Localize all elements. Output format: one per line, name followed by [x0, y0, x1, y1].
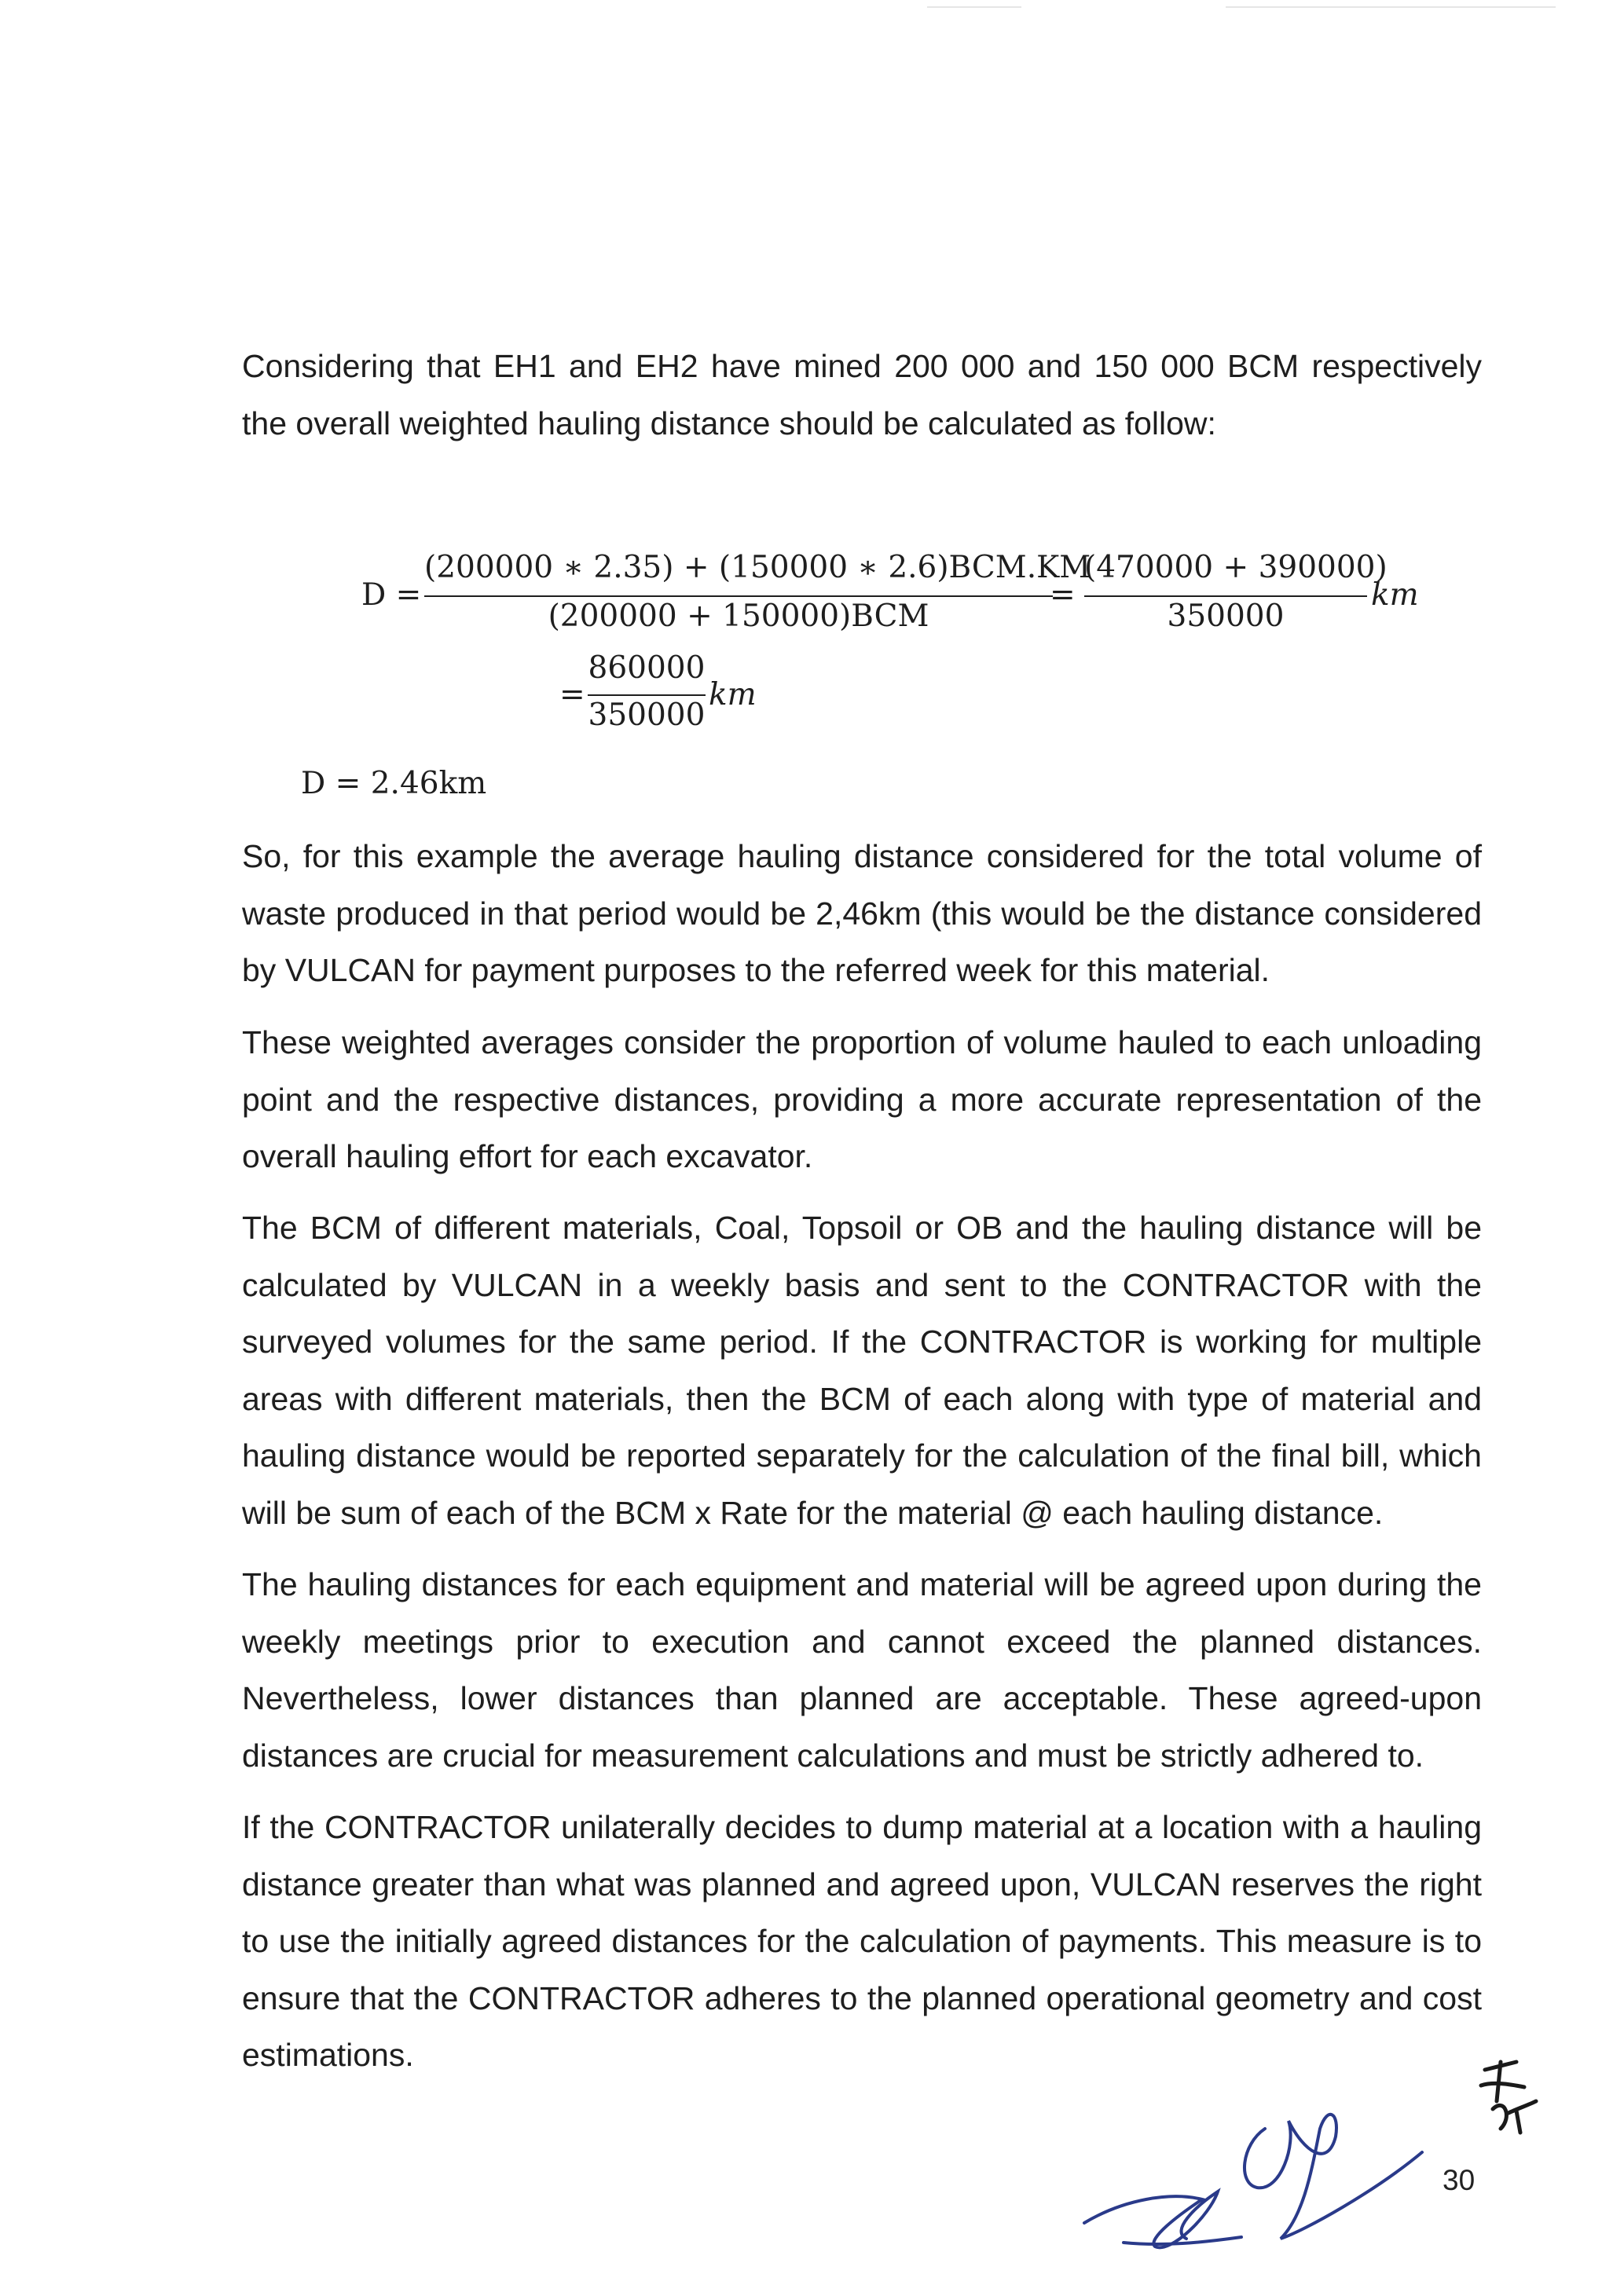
fraction3-denominator: 350000 [588, 698, 706, 733]
paragraph-example: So, for this example the average hauling distance considered for the total volume of waste produced in that period would be 2,46km (this would be the distance considered by VULCAN for payment purposes to the referred week for this material. [242, 838, 1482, 988]
unit-km: km [709, 677, 757, 712]
paragraph-bcm-materials: The BCM of different materials, Coal, Topsoil or OB and the hauling distance will be calculated by VULCAN in a weekly basis and sent to the CONTRACTOR with the surveyed volumes for the same period. If the CONTRACTOR is working for multiple areas with different materials, then the BCM of each along with type of material and hauling distance would be reported separately for the calculation of the final bill, which will be sum of each of the BCM x Rate for the material @ each hauling distance. [242, 1210, 1482, 1531]
equals-sign: = [559, 677, 585, 712]
fraction2-bar [1084, 595, 1367, 597]
paragraph-agreed-distances: The hauling distances for each equipment and material will be agreed upon during the weekly meetings prior to execution and cannot exceed the planned distances. Nevertheless, lower distances than planned are acceptable. These agreed-upon distances are crucial for measurement calculations and must be strictly adhered to. [242, 1566, 1482, 1774]
scan-artifact-line [1226, 6, 1556, 8]
handwritten-signature-initials [1076, 2058, 1438, 2262]
paragraph-intro: Considering that EH1 and EH2 have mined 200 000 and 150 000 BCM respectively the overall weighted hauling distance should be calculated as follow: [242, 348, 1482, 441]
paragraph-weighted-averages: These weighted averages consider the proportion of volume hauled to each unloading point and the respective distances, providing a more accurate representation of the overall hauling effort for each excavator. [242, 1024, 1482, 1174]
fraction3-numerator: 860000 [588, 650, 706, 686]
fraction3-bar [588, 694, 706, 696]
fraction1-bar [424, 595, 1053, 597]
fraction2-numerator: (470000 + 390000) [1084, 550, 1388, 585]
unit-km: km [1371, 577, 1419, 613]
fraction2-denominator: 350000 [1167, 599, 1285, 634]
paragraph-unilateral-dumping: If the CONTRACTOR unilaterally decides to dump material at a location with a hauling distance greater than what was planned and agreed upon, VULCAN reserves the right to use the initially agreed distances for the calculation of payments. This measure is to ensure that the CONTRACTOR adheres to the planned operational geometry and cost estimations. [242, 1809, 1482, 2073]
handwritten-initials-mark [1461, 2054, 1548, 2148]
fraction1-denominator: (200000 + 150000)BCM [548, 599, 929, 634]
fraction1-numerator: (200000 ∗ 2.35) + (150000 ∗ 2.6)BCM.KM [424, 550, 1091, 585]
page-number: 30 [1443, 2164, 1476, 2196]
equation-lhs: D = [361, 577, 422, 613]
equation-result: D = 2.46km [301, 766, 487, 801]
scan-artifact-line [927, 6, 1021, 8]
equals-sign: = [1050, 577, 1076, 613]
